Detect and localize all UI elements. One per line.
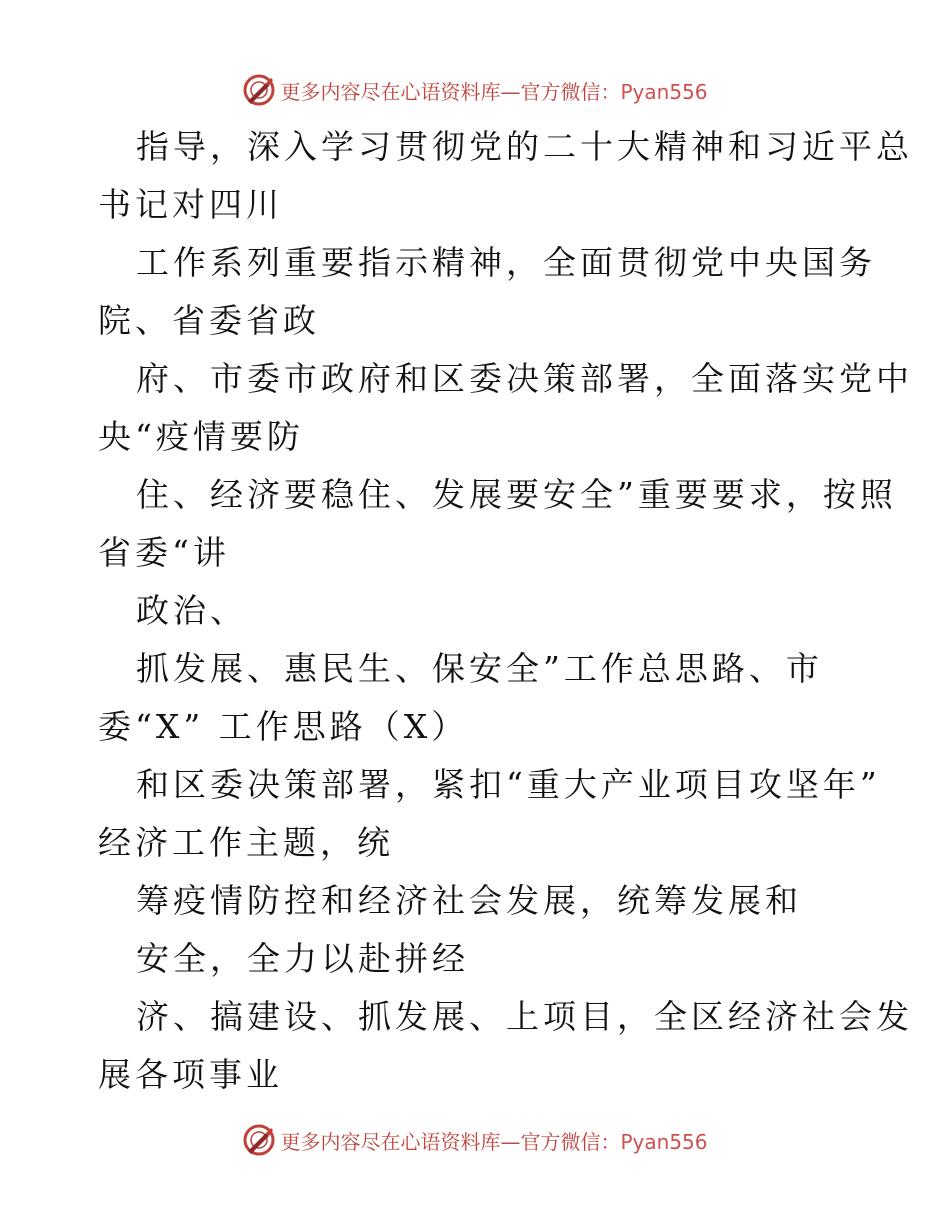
text-line: 济、搞建设、抓发展、上项目，全区经济社会发 (136, 997, 913, 1036)
watermark-label: 官方微信： (520, 1129, 621, 1154)
pen-logo-icon (242, 1123, 276, 1157)
text-line: 工作系列重要指示精神，全面贯彻党中央国务 (136, 243, 876, 282)
header-watermark (0, 70, 950, 110)
watermark-dash: — (500, 1129, 521, 1154)
text-line: 筹疫情防控和经济社会发展，统筹发展和 (136, 881, 802, 920)
footer-watermark (0, 1120, 950, 1160)
watermark-text (280, 76, 707, 105)
text-line: 书记对四川 (98, 185, 283, 224)
text-line: 省委“讲 (98, 533, 230, 572)
watermark-text (280, 1126, 707, 1155)
text-line: 府、市委市政府和区委决策部署，全面落实党中 (136, 359, 913, 398)
text-line: 院、省委省政 (98, 301, 320, 340)
pen-logo-icon (242, 73, 276, 107)
text-line: 和区委决策部署，紧扣“重大产业项目攻坚年” (136, 765, 881, 804)
watermark-account: Pyan556 (620, 1129, 708, 1154)
text-line: 政治、 (136, 591, 247, 630)
text-line: 住、经济要稳住、发展要安全”重要要求，按照 (136, 475, 897, 514)
watermark-label: 官方微信： (520, 79, 621, 104)
watermark-dash: — (500, 79, 521, 104)
text-line: 抓发展、惠民生、保安全”工作总思路、市 (136, 649, 823, 688)
watermark-account: Pyan556 (620, 79, 708, 104)
text-line: 安全，全力以赴拼经 (136, 939, 469, 978)
text-line: 委“X” 工作思路（X） (98, 707, 469, 746)
watermark-title: 更多内容尽在心语资料库 (280, 79, 501, 104)
text-line: 指导，深入学习贯彻党的二十大精神和习近平总 (136, 127, 913, 166)
text-line: 央“疫情要防 (98, 417, 304, 456)
watermark-title: 更多内容尽在心语资料库 (280, 1129, 501, 1154)
text-line: 经济工作主题，统 (98, 823, 394, 862)
document-body (98, 118, 913, 1104)
text-line: 展各项事业 (98, 1055, 283, 1094)
